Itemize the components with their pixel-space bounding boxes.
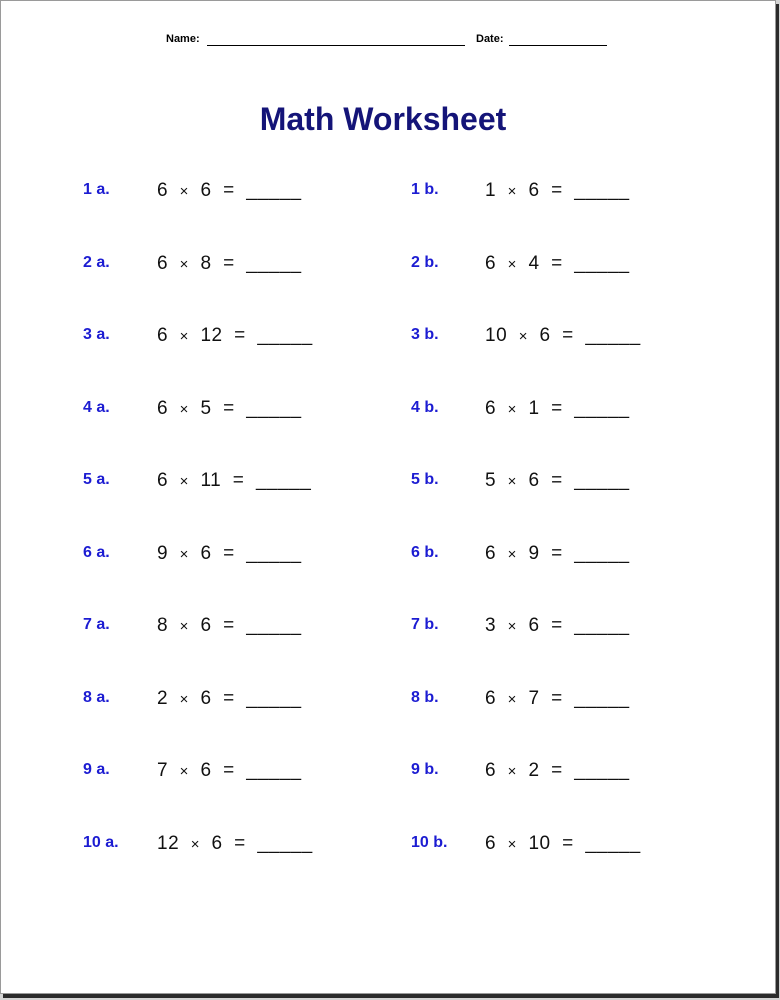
times-sign: ×	[507, 618, 517, 635]
problem-expression	[485, 543, 630, 565]
name-blank-line	[207, 45, 465, 46]
problem-expression	[157, 470, 311, 492]
operand-a: 6	[157, 180, 169, 201]
page-title: Math Worksheet	[259, 101, 507, 137]
times-sign: ×	[179, 690, 189, 708]
equals-sign: =	[551, 687, 563, 709]
operand-a: 6	[485, 397, 497, 419]
answer-blank: _____	[585, 832, 641, 854]
operand-b: 9	[528, 542, 540, 564]
problem-expression	[157, 688, 302, 710]
operand-a: 6	[485, 760, 497, 781]
problem-label: 1 a.	[83, 181, 110, 198]
operand-b: 6	[539, 325, 551, 346]
problem-expression	[485, 760, 630, 782]
problem-label: 9 b.	[411, 761, 439, 778]
operand-a: 6	[485, 252, 497, 274]
answer-blank: _____	[246, 252, 302, 274]
equals-sign: =	[551, 542, 563, 564]
times-sign: ×	[179, 328, 189, 345]
problem-expression	[157, 615, 302, 637]
operand-b: 6	[200, 760, 212, 781]
equals-sign: =	[232, 470, 245, 491]
problem-expression	[157, 543, 302, 565]
operand-b: 7	[528, 687, 540, 709]
operand-a: 10	[485, 325, 508, 346]
problem-label: 3 b.	[411, 326, 439, 343]
operand-a: 6	[485, 542, 497, 564]
answer-blank: _____	[574, 252, 630, 274]
times-sign: ×	[179, 545, 189, 563]
equals-sign: =	[223, 180, 235, 201]
operand-b: 6	[200, 542, 212, 564]
answer-blank: _____	[574, 687, 630, 709]
operand-a: 6	[157, 470, 169, 491]
equals-sign: =	[551, 397, 563, 419]
times-sign: ×	[179, 183, 189, 200]
times-sign: ×	[507, 400, 517, 418]
times-sign: ×	[507, 183, 517, 200]
operand-b: 11	[200, 470, 222, 491]
equals-sign: =	[223, 687, 235, 709]
problem-expression	[485, 180, 630, 202]
problem-expression	[157, 398, 302, 420]
answer-blank: _____	[246, 397, 302, 419]
answer-blank: _____	[574, 180, 630, 201]
operand-b: 12	[200, 325, 223, 346]
times-sign: ×	[518, 328, 528, 345]
times-sign: ×	[507, 545, 517, 563]
answer-blank: _____	[246, 615, 302, 636]
equals-sign: =	[223, 542, 235, 564]
times-sign: ×	[507, 473, 517, 490]
problem-label: 2 a.	[83, 253, 110, 271]
operand-a: 5	[485, 470, 497, 491]
problem-label: 4 b.	[411, 398, 439, 416]
answer-blank: _____	[255, 470, 312, 491]
answer-blank: _____	[246, 760, 302, 781]
date-label: Date:	[476, 33, 504, 45]
problem-expression	[485, 833, 641, 855]
operand-a: 12	[157, 832, 180, 854]
equals-sign: =	[551, 615, 563, 636]
problem-label: 8 b.	[411, 688, 439, 706]
answer-blank: _____	[585, 325, 641, 346]
operand-a: 6	[485, 832, 497, 854]
times-sign: ×	[507, 255, 517, 273]
problem-expression	[157, 833, 313, 855]
times-sign: ×	[179, 255, 189, 273]
times-sign: ×	[507, 835, 517, 853]
problem-label: 5 a.	[83, 471, 110, 488]
equals-sign: =	[562, 325, 574, 346]
operand-a: 8	[157, 615, 169, 636]
operand-b: 6	[200, 615, 212, 636]
times-sign: ×	[190, 835, 200, 853]
problem-label: 6 b.	[411, 543, 439, 561]
answer-blank: _____	[246, 542, 302, 564]
equals-sign: =	[223, 615, 235, 636]
problem-label: 7 b.	[411, 616, 439, 633]
times-sign: ×	[179, 400, 189, 418]
answer-blank: _____	[574, 615, 630, 636]
equals-sign: =	[551, 252, 563, 274]
problem-label: 1 b.	[411, 181, 439, 198]
operand-a: 6	[157, 397, 169, 419]
operand-b: 6	[528, 180, 540, 201]
problem-label: 3 a.	[83, 326, 110, 343]
operand-b: 6	[528, 470, 540, 491]
answer-blank: _____	[257, 832, 313, 854]
problem-expression	[157, 760, 302, 782]
operand-b: 6	[200, 687, 212, 709]
equals-sign: =	[234, 832, 246, 854]
problem-expression	[157, 180, 302, 202]
equals-sign: =	[223, 252, 235, 274]
problem-expression	[485, 253, 630, 275]
times-sign: ×	[507, 763, 517, 780]
problem-label: 2 b.	[411, 253, 439, 271]
problem-label: 10 a.	[83, 833, 119, 851]
times-sign: ×	[507, 690, 517, 708]
operand-a: 9	[157, 542, 169, 564]
problem-label: 8 a.	[83, 688, 110, 706]
operand-b: 2	[528, 760, 540, 781]
operand-b: 8	[200, 252, 212, 274]
answer-blank: _____	[257, 325, 313, 346]
answer-blank: _____	[574, 542, 630, 564]
equals-sign: =	[223, 760, 235, 781]
operand-b: 10	[528, 832, 551, 854]
operand-a: 6	[485, 687, 497, 709]
answer-blank: _____	[574, 397, 630, 419]
answer-blank: _____	[246, 180, 302, 201]
operand-a: 6	[157, 325, 169, 346]
problem-expression	[485, 470, 630, 492]
operand-b: 6	[200, 180, 212, 201]
problem-expression	[485, 615, 630, 637]
operand-b: 4	[528, 252, 540, 274]
problem-expression	[157, 325, 313, 347]
operand-a: 3	[485, 615, 497, 636]
operand-b: 1	[528, 397, 540, 419]
problem-label: 5 b.	[411, 471, 439, 488]
equals-sign: =	[562, 832, 574, 854]
operand-a: 7	[157, 760, 169, 781]
equals-sign: =	[234, 325, 246, 346]
equals-sign: =	[551, 180, 563, 201]
operand-b: 6	[528, 615, 540, 636]
problem-expression	[485, 325, 641, 347]
problem-expression	[485, 688, 630, 710]
problem-expression	[157, 253, 302, 275]
operand-b: 6	[211, 832, 223, 854]
problem-label: 9 a.	[83, 761, 110, 778]
date-blank-line	[509, 45, 607, 46]
answer-blank: _____	[574, 760, 630, 781]
equals-sign: =	[551, 470, 563, 491]
answer-blank: _____	[246, 687, 302, 709]
problem-label: 7 a.	[83, 616, 110, 633]
operand-a: 2	[157, 687, 169, 709]
equals-sign: =	[551, 760, 563, 781]
problem-expression	[485, 398, 630, 420]
name-label: Name:	[166, 33, 200, 45]
problem-label: 6 a.	[83, 543, 110, 561]
times-sign: ×	[179, 473, 189, 490]
operand-a: 6	[157, 252, 169, 274]
times-sign: ×	[179, 763, 189, 780]
problem-label: 4 a.	[83, 398, 110, 416]
operand-a: 1	[485, 180, 497, 201]
equals-sign: =	[223, 397, 235, 419]
problem-label: 10 b.	[411, 833, 448, 851]
operand-b: 5	[200, 397, 212, 419]
times-sign: ×	[179, 618, 189, 635]
answer-blank: _____	[574, 470, 630, 491]
